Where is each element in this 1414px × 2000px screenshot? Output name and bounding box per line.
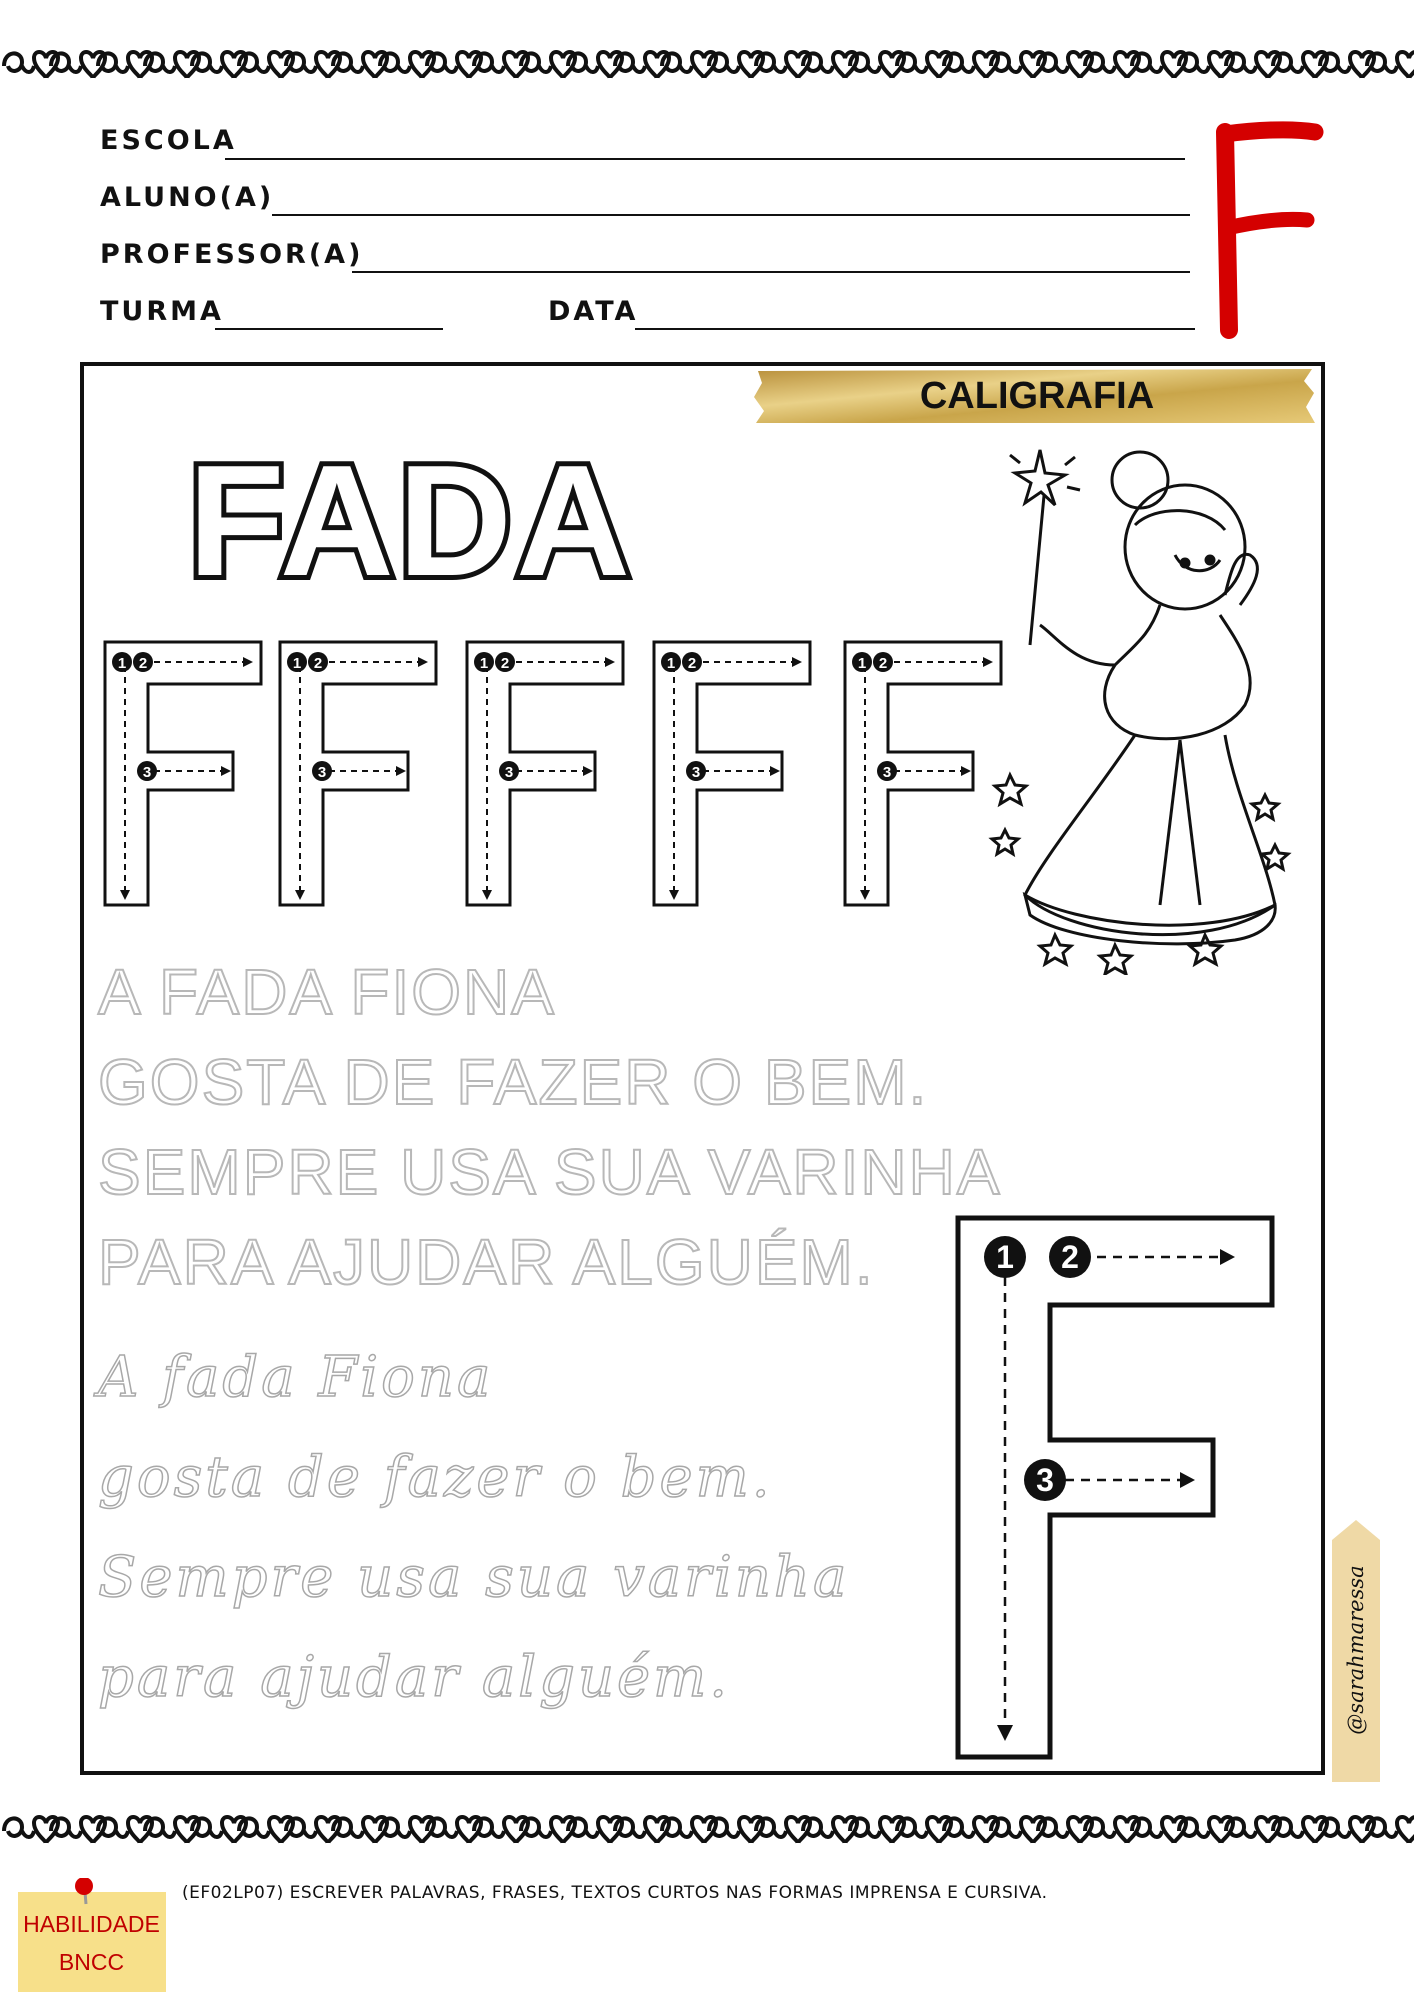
caligrafia-title: CALIGRAFIA xyxy=(919,375,1155,417)
aluno-label: ALUNO(A) xyxy=(100,182,275,213)
svg-text:2: 2 xyxy=(138,655,148,672)
print-line-4: PARA AJUDAR ALGUÉM. xyxy=(98,1226,875,1298)
print-line-2: GOSTA DE FAZER O BEM. xyxy=(98,1046,929,1118)
svg-text:1: 1 xyxy=(117,655,127,672)
svg-text:2: 2 xyxy=(1061,1239,1079,1275)
svg-text:1: 1 xyxy=(666,655,676,672)
svg-text:1: 1 xyxy=(857,655,867,672)
svg-text:3: 3 xyxy=(142,764,152,781)
bottom-heart-border xyxy=(0,1803,1414,1853)
skill-description: (EF02LP07) ESCREVER PALAVRAS, FRASES, TEXTOS CURTOS NAS FORMAS IMPRENSA E CURSIVA. xyxy=(182,1883,1048,1903)
cursive-line-3: Sempre usa sua varinha xyxy=(98,1545,850,1610)
large-trace-letter[interactable] xyxy=(955,1215,1275,1760)
author-handle: @sarahmaressa xyxy=(1344,1565,1368,1735)
cursive-line-4: para ajudar alguém. xyxy=(98,1645,731,1710)
professor-line[interactable] xyxy=(352,271,1190,273)
cursive-line-1: A fada Fiona xyxy=(98,1345,494,1410)
svg-text:2: 2 xyxy=(687,655,697,672)
svg-text:1: 1 xyxy=(996,1239,1014,1275)
turma-line[interactable] xyxy=(215,328,443,330)
escola-line[interactable] xyxy=(225,158,1185,160)
svg-text:3: 3 xyxy=(317,764,327,781)
print-line-1: A FADA FIONA xyxy=(98,956,556,1028)
turma-label: TURMA xyxy=(100,296,224,327)
svg-text:3: 3 xyxy=(691,764,701,781)
trace-letter-4[interactable] xyxy=(652,640,822,910)
cursive-line-2: gosta de fazer o bem. xyxy=(98,1445,773,1510)
professor-label: PROFESSOR(A) xyxy=(100,239,364,270)
print-line-3: SEMPRE USA SUA VARINHA xyxy=(98,1136,1002,1208)
word-outline xyxy=(180,435,700,595)
svg-text:3: 3 xyxy=(504,764,514,781)
trace-letter-2[interactable] xyxy=(278,640,448,910)
data-line[interactable] xyxy=(635,328,1195,330)
habilidade-line2: BNCC xyxy=(58,1949,125,1975)
escola-label: ESCOLA xyxy=(100,125,237,156)
svg-text:2: 2 xyxy=(313,655,323,672)
trace-letter-3[interactable] xyxy=(465,640,635,910)
featured-letter-glyph xyxy=(1205,120,1325,340)
svg-text:1: 1 xyxy=(479,655,489,672)
svg-text:3: 3 xyxy=(1036,1462,1054,1498)
svg-text:3: 3 xyxy=(882,764,892,781)
fairy-illustration xyxy=(985,435,1300,975)
habilidade-line1: HABILIDADE xyxy=(23,1911,160,1937)
svg-text:1: 1 xyxy=(292,655,302,672)
habilidade-text xyxy=(14,1905,169,1981)
top-heart-border xyxy=(0,38,1414,88)
data-label: DATA xyxy=(548,296,639,327)
word-text: FADA xyxy=(188,435,635,595)
svg-text:2: 2 xyxy=(878,655,888,672)
svg-text:2: 2 xyxy=(500,655,510,672)
aluno-line[interactable] xyxy=(272,214,1190,216)
trace-letter-1[interactable] xyxy=(103,640,273,910)
